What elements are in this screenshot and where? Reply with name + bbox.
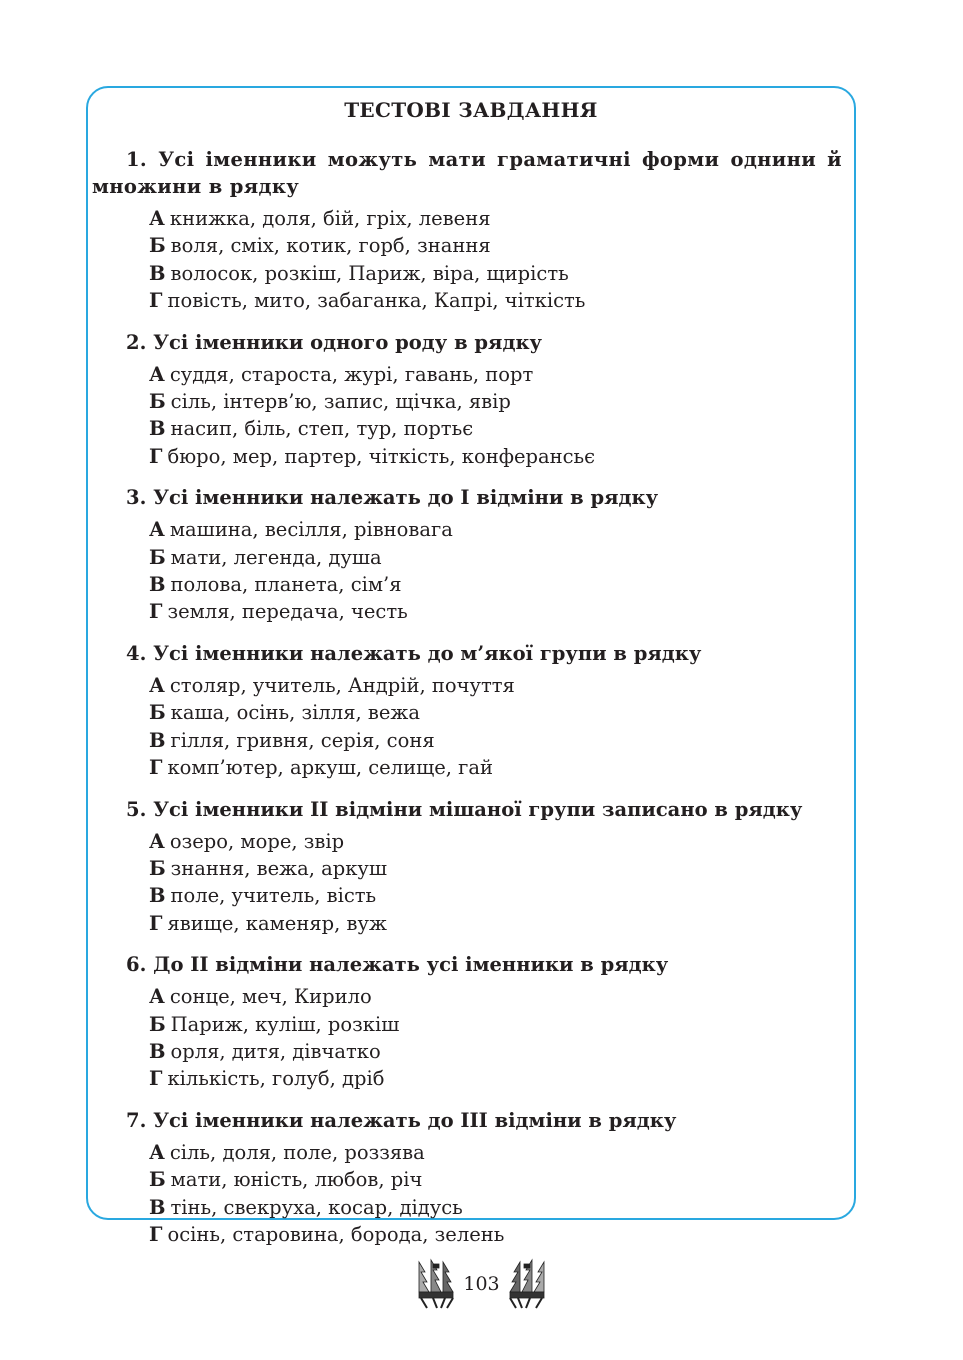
question-text: 1. Усі іменники можуть мати граматичні форми однини й множини в рядку — [92, 148, 842, 198]
option-letter: А — [149, 673, 165, 697]
option-letter: В — [149, 573, 166, 597]
option-a — [92, 672, 842, 699]
page-footer — [0, 1258, 963, 1314]
question-text: 4. Усі іменники належать до м’якої групи в рядку — [126, 641, 702, 665]
option-h — [92, 443, 842, 470]
question-5 — [92, 796, 842, 938]
option-text: тінь, свекруха, косар, дідусь — [170, 1195, 463, 1219]
option-text: каша, осінь, зілля, вежа — [170, 701, 420, 725]
option-text: сіль, доля, поле, роззява — [169, 1140, 425, 1164]
option-letter: Б — [149, 1168, 166, 1192]
option-a — [92, 828, 842, 855]
option-text: воля, сміх, котик, горб, знання — [170, 234, 491, 258]
question-text: 6. До ІІ відміни належать усі іменники в рядку — [126, 953, 669, 977]
option-text: Париж, куліш, розкіш — [170, 1012, 400, 1036]
option-letter: Б — [149, 701, 166, 725]
option-text: явище, каменяр, вуж — [167, 911, 387, 935]
option-h — [92, 1065, 842, 1092]
option-a — [92, 983, 842, 1010]
option-text: полова, планета, сім’я — [170, 573, 402, 597]
option-text: бюро, мер, партер, чіткість, конферансьє — [167, 444, 596, 468]
question-text: 5. Усі іменники ІІ відміни мішаної групи записано в рядку — [126, 797, 803, 821]
option-letter: В — [149, 1039, 166, 1063]
option-h — [92, 754, 842, 781]
question-3 — [92, 484, 842, 626]
option-text: орля, дитя, дівчатко — [170, 1039, 381, 1063]
option-letter: Б — [149, 545, 166, 569]
option-letter: В — [149, 1195, 166, 1219]
question-4 — [92, 640, 842, 782]
test-content — [92, 98, 842, 1262]
option-a — [92, 516, 842, 543]
option-text: волосок, розкіш, Париж, віра, щирість — [170, 261, 569, 285]
option-text: кількість, голуб, дріб — [167, 1067, 385, 1091]
option-letter: В — [149, 417, 166, 441]
option-b — [92, 855, 842, 882]
option-text: гілля, гривня, серія, соня — [170, 728, 435, 752]
option-letter: Г — [149, 1222, 163, 1246]
option-text: суддя, староста, журі, гавань, порт — [169, 362, 534, 386]
question-6 — [92, 951, 842, 1093]
page-title: ТЕСТОВІ ЗАВДАННЯ — [344, 98, 598, 122]
option-text: сонце, меч, Кирило — [169, 985, 372, 1009]
option-letter: А — [149, 1140, 165, 1164]
option-a — [92, 205, 842, 232]
option-v — [92, 415, 842, 442]
option-a — [92, 361, 842, 388]
ornament-right-icon — [504, 1258, 548, 1310]
option-letter: Г — [149, 289, 163, 313]
option-letter: Б — [149, 856, 166, 880]
option-v — [92, 571, 842, 598]
question-text: 7. Усі іменники належать до ІІІ відміни в рядку — [126, 1108, 677, 1132]
question-2 — [92, 329, 842, 471]
option-letter: А — [149, 207, 165, 230]
option-text: насип, біль, степ, тур, портьє — [170, 417, 474, 441]
option-letter: Б — [149, 1012, 166, 1036]
option-text: комп’ютер, аркуш, селище, гай — [167, 756, 493, 780]
option-text: поле, учитель, вість — [170, 884, 377, 908]
option-letter: А — [149, 362, 165, 386]
option-text: столяр, учитель, Андрій, почуття — [169, 673, 515, 697]
option-b — [92, 388, 842, 415]
question-7 — [92, 1107, 842, 1249]
option-letter: Г — [149, 600, 163, 624]
option-letter: В — [149, 884, 166, 908]
option-text: мати, юність, любов, річ — [170, 1168, 423, 1192]
option-v — [92, 727, 842, 754]
ornament-left-icon — [415, 1258, 459, 1310]
option-letter: А — [149, 829, 165, 853]
option-v — [92, 1194, 842, 1221]
option-a — [92, 1139, 842, 1166]
option-letter: Г — [149, 911, 163, 935]
question-text: 3. Усі іменники належать до І відміни в рядку — [126, 486, 659, 510]
option-text: машина, весілля, рівновага — [169, 518, 453, 542]
option-b — [92, 1166, 842, 1193]
option-letter: Г — [149, 756, 163, 780]
option-h — [92, 287, 842, 314]
option-letter: Г — [149, 1067, 163, 1091]
option-v — [92, 1038, 842, 1065]
option-text: осінь, старовина, борода, зелень — [167, 1222, 505, 1246]
option-letter: А — [149, 985, 165, 1009]
option-text: озеро, море, звір — [169, 829, 345, 853]
option-v — [92, 882, 842, 909]
option-letter: Г — [149, 444, 163, 468]
option-text: сіль, інтерв’ю, запис, щічка, явір — [170, 390, 511, 414]
option-b — [92, 699, 842, 726]
question-1 — [92, 146, 842, 315]
page-number: 103 — [463, 1273, 500, 1295]
option-text: знання, вежа, аркуш — [170, 856, 387, 880]
option-b — [92, 1011, 842, 1038]
option-text: земля, передача, честь — [167, 600, 408, 624]
option-text: мати, легенда, душа — [170, 545, 382, 569]
option-letter: В — [149, 261, 166, 285]
option-letter: В — [149, 728, 166, 752]
option-h — [92, 1221, 842, 1248]
option-b — [92, 544, 842, 571]
option-text: повість, мито, забаганка, Капрі, чіткість — [167, 289, 586, 313]
option-v — [92, 260, 842, 287]
option-h — [92, 598, 842, 625]
option-text: книжка, доля, бій, гріх, левеня — [169, 207, 491, 230]
option-letter: А — [149, 518, 165, 542]
question-text: 2. Усі іменники одного роду в рядку — [126, 330, 543, 354]
option-h — [92, 910, 842, 937]
option-letter: Б — [149, 390, 166, 414]
option-b — [92, 232, 842, 259]
option-letter: Б — [149, 234, 166, 258]
